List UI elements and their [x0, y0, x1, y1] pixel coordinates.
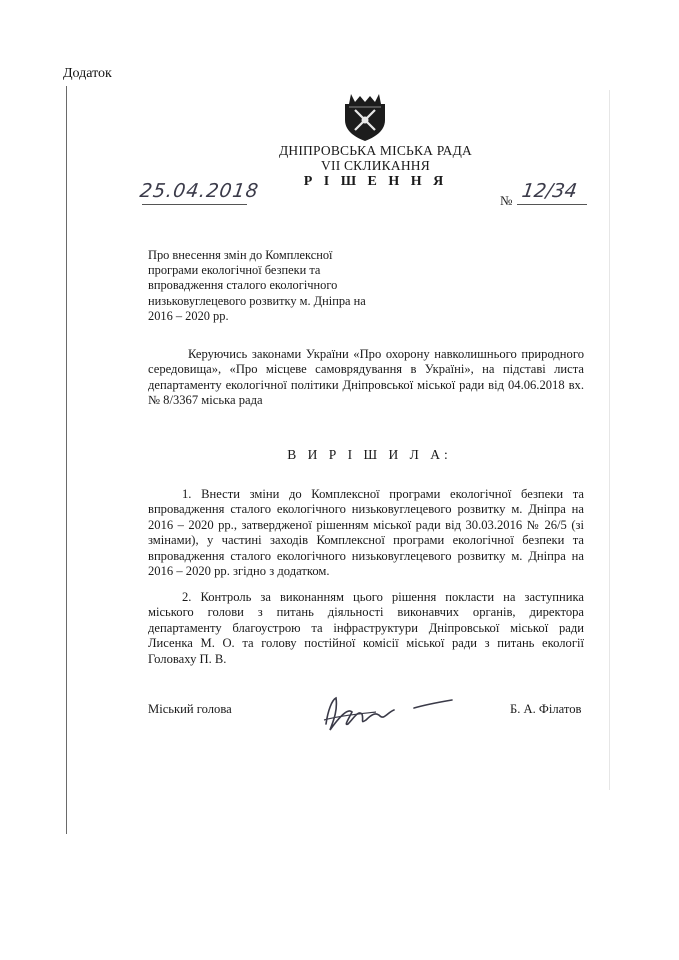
council-name: ДНІПРОВСЬКА МІСЬКА РАДА: [279, 143, 472, 158]
decision-item-2: 2. Контроль за виконанням цього рішення покласти на заступника міського голови з питань діяльності виконавчих органів, директора департаменту благоустрою та інфраструктури Дніпровської міської ради Лисенка М. О. та голову постійної комісії міської ради з питань екології Головаху П. В.: [148, 590, 584, 666]
scan-edge-line-right: [609, 90, 610, 790]
handwritten-number: 12/34: [520, 180, 579, 202]
signatory-title: Міський голова: [148, 702, 232, 716]
convocation: VII СКЛИКАННЯ: [321, 158, 430, 173]
date-underline: [142, 204, 247, 205]
signatory-name: Б. А. Філатов: [510, 702, 582, 716]
number-underline: [517, 204, 587, 205]
number-label: №: [500, 193, 513, 208]
document-type: Р І Ш Е Н Н Я: [303, 174, 448, 189]
decision-item-1: 1. Внести зміни до Комплексної програми екологічної безпеки та впровадження сталого екологічного низьковуглецевого розвитку м. Дніпра на 2016 – 2020 рр., затвердженої рішенням міської ради від 30.03.2016 № 26/5 (зі змінами), у частині заходів Комплексної програми екологічної безпеки та впровадження сталого екологічного низьковуглецевого розвитку м. Дніпра на 2016 – 2020 рр. згідно з додатком.: [148, 487, 584, 579]
annex-label: Додаток: [63, 66, 112, 81]
handwritten-date: 25.04.2018: [138, 180, 261, 202]
preamble: Керуючись законами України «Про охорону навколишнього природного середовища», «Про місцеве самоврядування в Україні», на підставі листа департаменту екологічної політики Дніпровської міської ради від 04.06.2018 вх. № 8/3367 міська рада: [148, 347, 584, 408]
city-emblem-icon: [341, 90, 389, 142]
signature-icon: [318, 690, 458, 736]
decision-subject: Про внесення змін до Комплексної програми екологічної безпеки та впровадження сталого екологічного низьковуглецевого розвитку м. Дніпра на 2016 – 2020 рр.: [148, 248, 366, 323]
resolved-heading: В И Р І Ш И Л А:: [287, 447, 452, 462]
